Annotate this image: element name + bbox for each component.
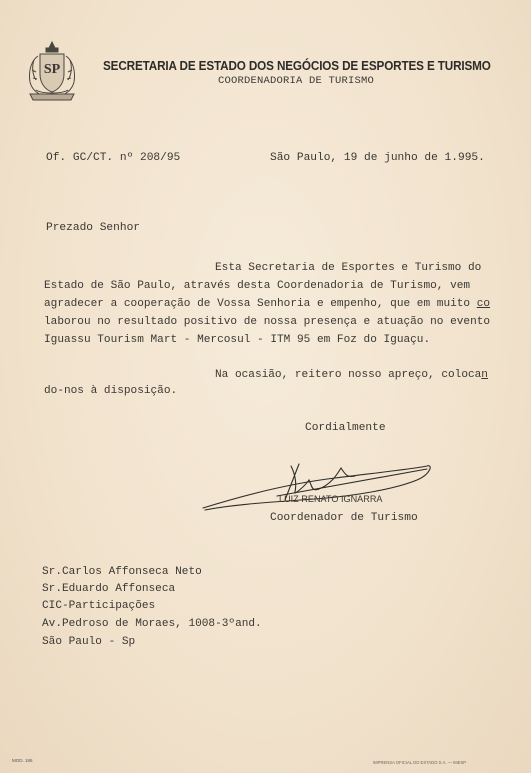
body-line: do-nos à disposição.: [44, 385, 178, 397]
address-line: Sr.Carlos Affonseca Neto: [42, 566, 202, 578]
signatory-role: Coordenador de Turismo: [270, 512, 418, 524]
letterhead-subtitle: COORDENADORIA DE TURISMO: [218, 75, 375, 87]
reference-number: Of. GC/CT. nº 208/95: [46, 152, 181, 164]
seal-letters: SP: [43, 62, 61, 77]
address-line: Sr.Eduardo Affonseca: [42, 583, 176, 595]
body-line: laborou no resultado positivo de nossa presença e atuação no evento: [44, 316, 491, 328]
address-line: Av.Pedroso de Moraes, 1008-3ºand.: [42, 618, 262, 630]
letterhead-title: SECRETARIA DE ESTADO DOS NEGÓCIOS DE ESPORTES E TURISMO: [103, 59, 491, 73]
address-line: CIC-Participações: [42, 600, 156, 612]
body-line: Na ocasião, reitero nosso apreço, colocan: [215, 369, 488, 381]
letter-date: São Paulo, 19 de junho de 1.995.: [270, 152, 485, 164]
hyphen-split-fragment: co: [476, 298, 491, 310]
salutation: Prezado Senhor: [46, 222, 140, 234]
address-line: São Paulo - Sp: [42, 636, 136, 648]
hyphen-split-fragment: n: [481, 369, 488, 381]
signatory-name: LUIZ RENATO IGNARRA: [279, 494, 383, 505]
printer-imprint: IMPRENSA OFICIAL DO ESTADO S.A. — IMESP: [373, 760, 467, 765]
body-line: Estado de São Paulo, através desta Coordenadoria de Turismo, vem: [44, 280, 471, 292]
body-line: Esta Secretaria de Esportes e Turismo do: [215, 262, 482, 274]
sao-paulo-coat-of-arms-icon: [24, 40, 80, 104]
form-code: MOD. 186: [12, 758, 33, 763]
body-line: Iguassu Tourism Mart - Mercosul - ITM 95 em Foz do Iguaçu.: [44, 334, 431, 346]
body-line: agradecer a cooperação de Vossa Senhoria e empenho, que em muito co: [44, 298, 491, 310]
handwritten-signature: [195, 456, 435, 516]
closing: Cordialmente: [305, 422, 386, 434]
